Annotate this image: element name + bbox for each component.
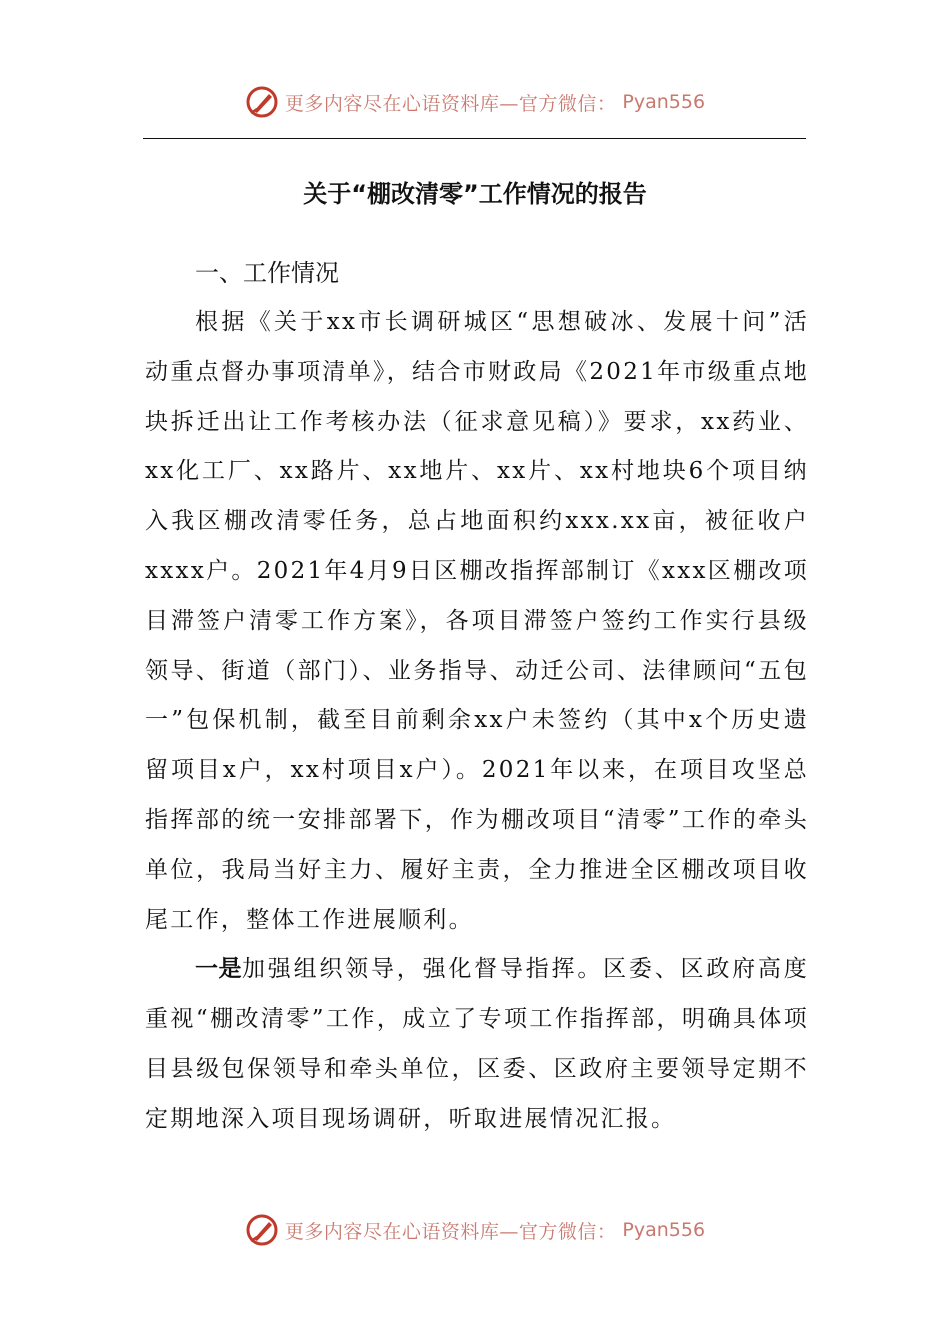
section-heading: 一、工作情况 — [195, 259, 339, 287]
paragraph-2-body: 加强组织领导，强化督导指挥。区委、区政府高度重视“棚改清零”工作，成立了专项工作指挥部，明确具体项目县级包保领导和牵头单位，区委、区政府主要领导定期不定期地深入项目现场调研，听取进展情况汇报。 — [145, 956, 809, 1132]
header-banner — [0, 82, 950, 122]
banner-wechat-id: Pyan556 — [622, 1219, 706, 1241]
paragraph-1: 根据《关于xx市长调研城区“思想破冰、发展十问”活动重点督办事项清单》，结合市财政局《2021年市级重点地块拆迁出让工作考核办法（征求意见稿）》要求，xx药业、xx化工厂、xx路片、xx地片、xx片、xx村地块6个项目纳入我区棚改清零任务，总占地面积约xxx.xx亩，被征收户xxxx户。2021年4月9日区棚改指挥部制订《xxx区棚改项目滞签户清零工作方案》，各项目滞签户签约工作实行县级领导、街道（部门）、业务指导、动迁公司、法律顾问“五包一”包保机制，截至目前剩余xx户未签约（其中x个历史遗留项目x户，xx村项目x户）。2021年以来，在项目攻坚总指挥部的统一安排部署下，作为棚改项目“清零”工作的牵头单位，我局当好主力、履好主责，全力推进全区棚改项目收尾工作，整体工作进展顺利。 — [145, 309, 809, 933]
banner-wechat-id: Pyan556 — [622, 91, 706, 113]
paragraph-2 — [145, 945, 809, 1144]
quill-logo-icon — [245, 1213, 279, 1247]
document-title: 关于“棚改清零”工作情况的报告 — [303, 180, 647, 208]
footer-banner — [0, 1210, 950, 1250]
paragraph-2-lead: 一是 — [195, 956, 242, 983]
header-divider — [143, 138, 806, 139]
quill-logo-icon — [245, 85, 279, 119]
banner-text: 更多内容尽在心语资料库—官方微信： — [284, 92, 617, 115]
banner-text: 更多内容尽在心语资料库—官方微信： — [284, 1220, 617, 1243]
document-body — [145, 248, 809, 1145]
